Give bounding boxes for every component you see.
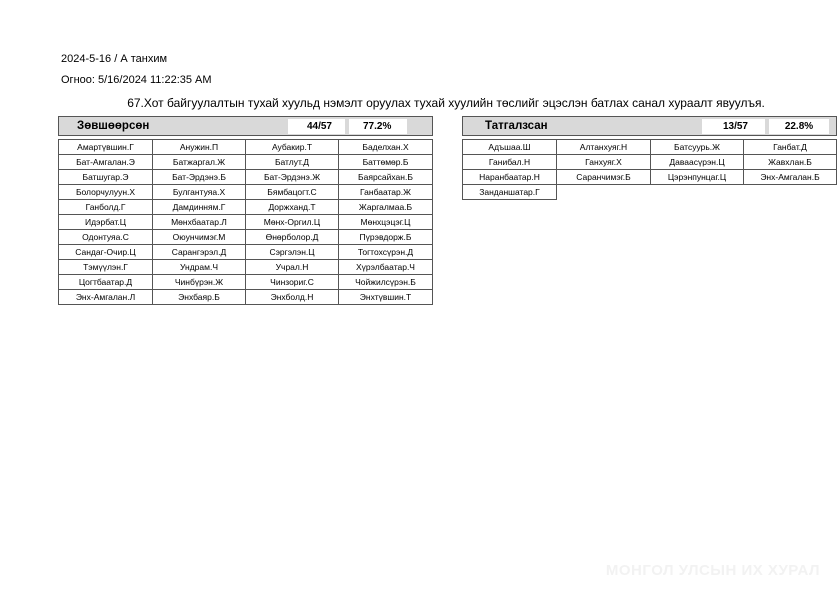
table-row: [463, 185, 837, 200]
member-name: Амартүвшин.Г: [59, 140, 153, 155]
table-row: [463, 140, 837, 155]
member-name: Даваасүрэн.Ц: [651, 155, 744, 170]
member-name: Чинбүрэн.Ж: [153, 275, 246, 290]
member-name: Оюунчимэг.М: [153, 230, 246, 245]
member-name: Наранбаатар.Н: [463, 170, 557, 185]
table-row: [59, 290, 433, 305]
member-name: Батжаргал.Ж: [153, 155, 246, 170]
approve-panel: [58, 116, 433, 305]
approve-count: 44/57: [288, 119, 345, 134]
member-name: Сэргэлэн.Ц: [246, 245, 339, 260]
member-name: Жаргалмаа.Б: [339, 200, 433, 215]
table-row: [463, 170, 837, 185]
member-name: Дамдинням.Г: [153, 200, 246, 215]
member-name: Одонтуяа.С: [59, 230, 153, 245]
member-name: Сандаг-Очир.Ц: [59, 245, 153, 260]
member-name: Батшугар.Э: [59, 170, 153, 185]
member-name: Энхтүвшин.Т: [339, 290, 433, 305]
session-date: 2024-5-16 / А танхим: [61, 53, 168, 65]
member-name: Энх-Амгалан.Б: [744, 170, 837, 185]
member-name: Чинзориг.С: [246, 275, 339, 290]
member-name: Баттөмөр.Б: [339, 155, 433, 170]
member-name: Доржханд.Т: [246, 200, 339, 215]
member-name: Занданшатар.Г: [463, 185, 557, 200]
table-row: [59, 185, 433, 200]
table-row: [463, 155, 837, 170]
reject-percent: 22.8%: [769, 119, 829, 134]
member-name: Баделхан.Х: [339, 140, 433, 155]
member-name: Пүрэвдорж.Б: [339, 230, 433, 245]
member-name: Өнөрболор.Д: [246, 230, 339, 245]
member-name: Адъшаа.Ш: [463, 140, 557, 155]
table-row: [59, 170, 433, 185]
table-row: [59, 275, 433, 290]
member-name: Энхбаяр.Б: [153, 290, 246, 305]
member-name: Болорчулуун.Х: [59, 185, 153, 200]
table-row: [59, 215, 433, 230]
member-name: Анужин.П: [153, 140, 246, 155]
member-name: Батсуурь.Ж: [651, 140, 744, 155]
member-name: Ганбат.Д: [744, 140, 837, 155]
vote-timestamp: Огноо: 5/16/2024 11:22:35 AM: [61, 74, 212, 86]
member-name: Энх-Амгалан.Л: [59, 290, 153, 305]
member-name: Тэмүүлэн.Г: [59, 260, 153, 275]
member-name: Энхболд.Н: [246, 290, 339, 305]
member-name: Мөнхбаатар.Л: [153, 215, 246, 230]
table-row: [59, 230, 433, 245]
table-row: [59, 140, 433, 155]
member-name: Цогтбаатар.Д: [59, 275, 153, 290]
table-row: [59, 245, 433, 260]
member-name: Ганбаатар.Ж: [339, 185, 433, 200]
table-row: [59, 155, 433, 170]
member-name: Бат-Эрдэнэ.Б: [153, 170, 246, 185]
motion-title: 67.Хот байгуулалтын тухай хуульд нэмэлт оруулах тухай хуулийн төслийг эцэслэн батлах санал хураалт явуулъя.: [127, 96, 765, 110]
member-name: Учрал.Н: [246, 260, 339, 275]
member-name: Цэрэнпунцаг.Ц: [651, 170, 744, 185]
reject-panel: [462, 116, 837, 200]
member-name: Ундрам.Ч: [153, 260, 246, 275]
watermark: МОНГОЛ УЛСЫН ИХ ХУРАЛ: [605, 562, 820, 579]
approve-header: [58, 116, 433, 136]
member-name: Ганибал.Н: [463, 155, 557, 170]
member-name: Жавхлан.Б: [744, 155, 837, 170]
member-name: Тогтохсүрэн.Д: [339, 245, 433, 260]
table-row: [59, 200, 433, 215]
approve-percent: 77.2%: [349, 119, 407, 134]
reject-title: Татгалзсан: [485, 120, 548, 132]
approve-table: [58, 139, 433, 305]
member-name: Бат-Амгалан.Э: [59, 155, 153, 170]
member-name: Чойжилсүрэн.Б: [339, 275, 433, 290]
table-row: [59, 260, 433, 275]
member-name: Булгантуяа.Х: [153, 185, 246, 200]
member-name: Бат-Эрдэнэ.Ж: [246, 170, 339, 185]
member-name: Бямбацогт.С: [246, 185, 339, 200]
member-name: Саранчимэг.Б: [557, 170, 651, 185]
reject-count: 13/57: [702, 119, 765, 134]
member-name: Баярсайхан.Б: [339, 170, 433, 185]
member-name: Хүрэлбаатар.Ч: [339, 260, 433, 275]
member-name: Сарангэрэл.Д: [153, 245, 246, 260]
member-name: Идэрбат.Ц: [59, 215, 153, 230]
reject-header: [462, 116, 837, 136]
member-name: Ганболд.Г: [59, 200, 153, 215]
reject-table: [462, 139, 837, 200]
member-name: Батлут.Д: [246, 155, 339, 170]
member-name: Ганхуяг.Х: [557, 155, 651, 170]
member-name: Мөнх-Оргил.Ц: [246, 215, 339, 230]
member-name: Мөнхцэцэг.Ц: [339, 215, 433, 230]
member-name: Аубакир.Т: [246, 140, 339, 155]
approve-title: Зөвшөөрсөн: [77, 120, 150, 132]
member-name: Алтанхуяг.Н: [557, 140, 651, 155]
